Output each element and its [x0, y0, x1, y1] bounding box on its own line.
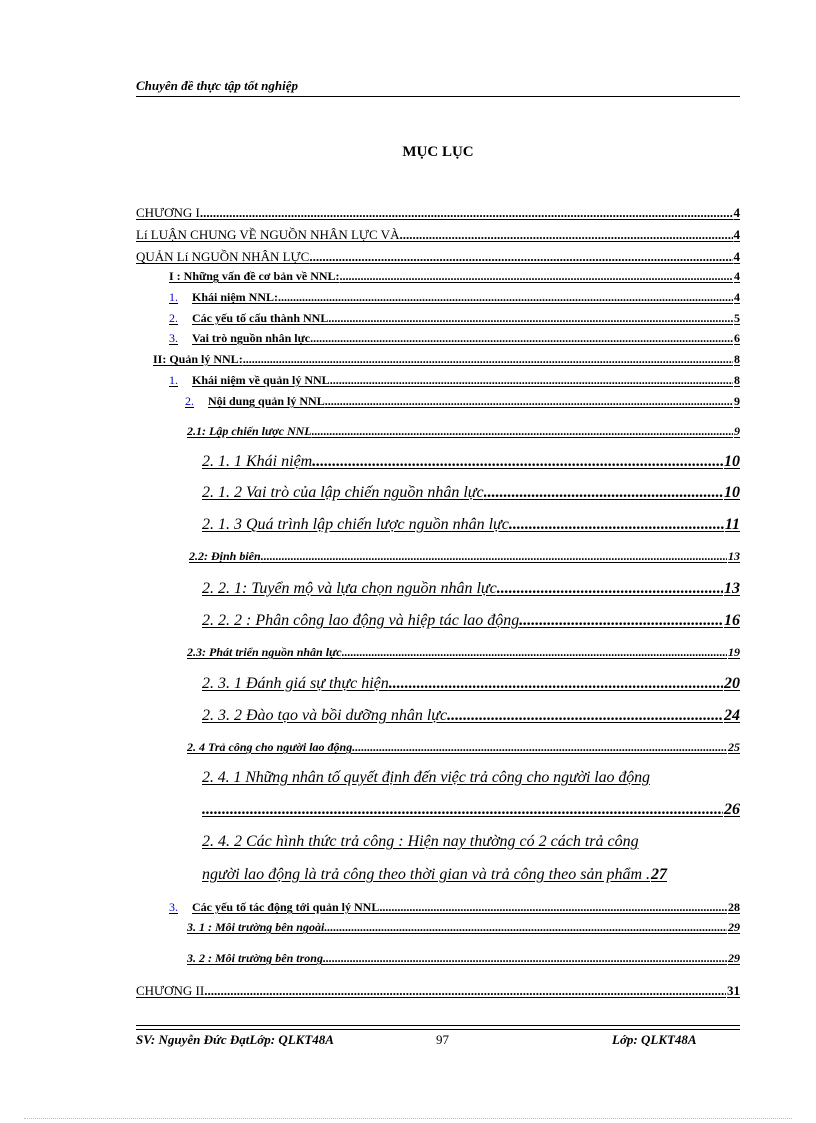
toc-entry-chapter-1[interactable]: CHƯƠNG I ..... 4 [136, 205, 740, 221]
toc-entry-chapter-1-title-b[interactable]: QUẢN Lí NGUỒN NHÂN LỰC ..... 4 [136, 249, 740, 265]
toc-entry-3-1[interactable]: 3. 1 : Môi trường bên ngoài ..... 29 [187, 920, 740, 935]
toc-entry-2-2-1[interactable]: 2. 2. 1: Tuyển mộ và lựa chọn nguồn nhân lực ..... 13 [202, 580, 740, 598]
toc-entry-2-3[interactable]: 2.3: Phát triển nguồn nhân lực ..... 19 [187, 645, 740, 660]
toc-entry-section-I[interactable]: I : Những vấn đề cơ bản về NNL: ..... 4 [169, 269, 740, 284]
toc-entry-chapter-1-title-a[interactable]: Lí LUẬN CHUNG VỀ NGUỒN NHÂN LỰC VÀ ..... 4 [136, 227, 740, 243]
toc-entry-2-4-2-text[interactable]: 2. 4. 2 Các hình thức trả công : Hiện nay thường có 2 cách trả công [202, 833, 639, 850]
toc-entry-2-1[interactable]: 2.1: Lập chiến lược NNL ..... 9 [187, 424, 740, 439]
toc-entry-2-4-2[interactable]: người lao động là trả công theo thời gian và trả công theo sản phẩm . 27 [202, 866, 667, 883]
toc-heading: MỤC LỤC [402, 144, 474, 160]
toc-entry-2-3-2[interactable]: 2. 3. 2 Đào tạo và bồi dưỡng nhân lực ..... 24 [202, 707, 740, 725]
toc-entry-3-2[interactable]: 3. 2 : Môi trường bên trong ..... 29 [187, 951, 740, 966]
footer-class: Lớp: QLKT48A [612, 1032, 697, 1047]
footer-page-number: 97 [436, 1032, 449, 1047]
header-title: Chuyên đề thực tập tốt nghiệp [136, 78, 298, 93]
toc-entry-I-2[interactable]: 2. Các yếu tố cấu thành NNL ..... 5 [169, 311, 740, 326]
toc-number: 1. [169, 373, 178, 387]
toc-number: 2. [185, 394, 194, 408]
toc-entry-2-1-2[interactable]: 2. 1. 2 Vai trò của lập chiến nguồn nhân lực ..... 10 [202, 484, 740, 502]
toc-entry-II-1[interactable]: 1. Khái niệm về quản lý NNL ..... 8 [169, 373, 740, 388]
toc-entry-2-2-2[interactable]: 2. 2. 2 : Phân công lao động và hiệp tác lao động ..... 16 [202, 612, 740, 630]
toc-entry-2-2[interactable]: 2.2: Định biên ..... 13 [189, 549, 740, 564]
toc-entry-chapter-2[interactable]: CHƯƠNG II ..... 31 [136, 983, 740, 999]
toc-entry-section-II[interactable]: II: Quản lý NNL: ..... 8 [153, 352, 740, 367]
toc-entry-II-3[interactable]: 3. Các yếu tố tác động tới quản lý NNL ..... 28 [169, 900, 740, 915]
toc-number: 3. [169, 331, 178, 345]
page-bottom-border [24, 1118, 792, 1119]
footer-student: SV: Nguyễn Đức ĐạtLớp: QLKT48A [136, 1032, 334, 1047]
toc-entry-I-3[interactable]: 3. Vai trò nguồn nhân lực. ..... 6 [169, 331, 740, 346]
toc-entry-2-4[interactable]: 2. 4 Trả công cho người lao động ..... 25 [187, 740, 740, 755]
toc-entry-2-1-3[interactable]: 2. 1. 3 Quá trình lập chiến lược nguồn nhân lực ..... 11 [202, 516, 740, 534]
toc-number: 1. [169, 290, 178, 304]
toc-entry-2-1-1[interactable]: 2. 1. 1 Khái niệm ..... 10 [202, 453, 740, 471]
toc-entry-I-1[interactable]: 1. Khái niệm NNL: ..... 4 [169, 290, 740, 305]
toc-entry-II-2[interactable]: 2. Nội dung quản lý NNL ..... 9 [185, 394, 740, 409]
toc-number: 3. [169, 900, 178, 914]
toc-number: 2. [169, 311, 178, 325]
toc-entry-2-4-1-text[interactable]: 2. 4. 1 Những nhân tố quyết định đến việc trả công cho người lao động [202, 769, 650, 786]
toc-entry-2-4-1[interactable]: ..... 26 [202, 801, 740, 819]
toc-entry-2-3-1[interactable]: 2. 3. 1 Đánh giá sự thực hiện ..... 20 [202, 675, 740, 693]
footer-divider [136, 1025, 740, 1030]
